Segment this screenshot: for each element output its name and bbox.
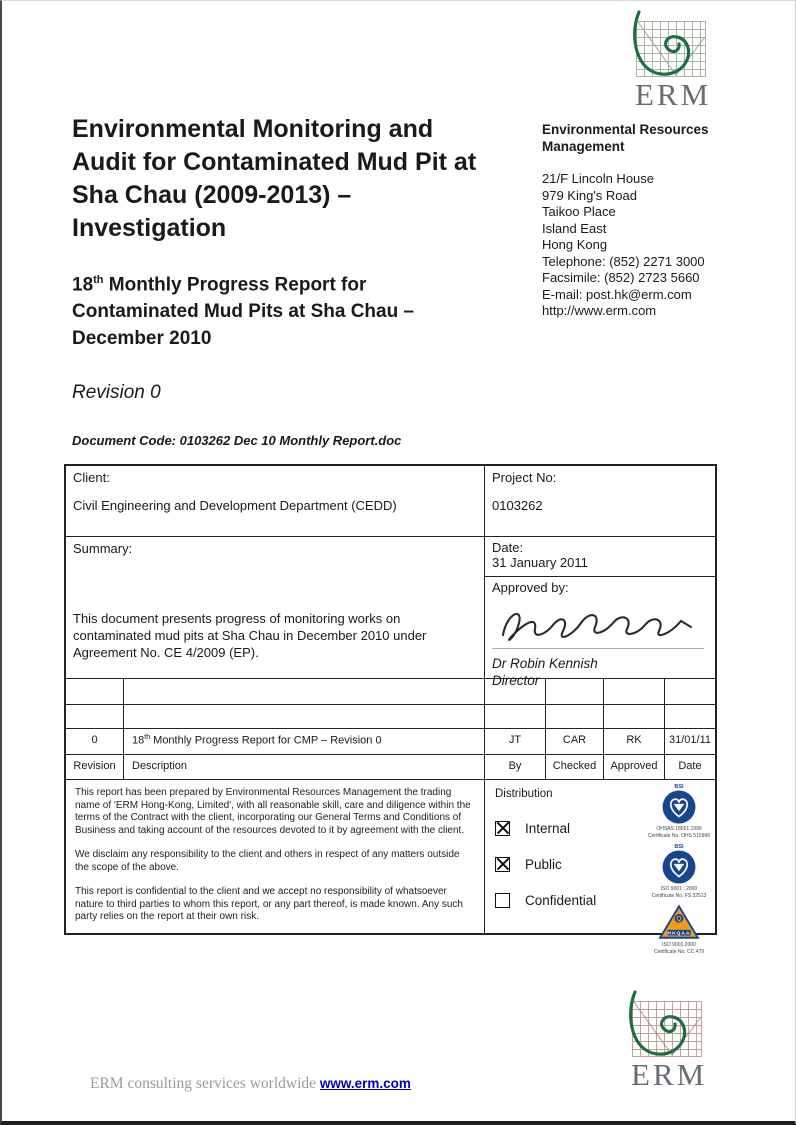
certification-caption: ISO 9001:2000 Certificate No. CC 479 xyxy=(653,942,705,955)
distribution-item-confidential xyxy=(495,893,643,908)
bsi-mark-label: BSI xyxy=(674,784,684,790)
subtitle-ordinal: th xyxy=(93,274,104,286)
erm-logo xyxy=(620,989,710,1099)
subtitle-line3: December 2010 xyxy=(72,328,212,350)
table-cell xyxy=(66,679,124,704)
table-cell xyxy=(66,705,124,728)
document-control-table xyxy=(64,464,717,955)
column-header-date: Date xyxy=(678,760,702,772)
certification-logos xyxy=(643,780,715,955)
column-header-approved: Approved xyxy=(604,755,665,779)
table-cell xyxy=(546,679,604,704)
title-line: Environmental Monitoring and xyxy=(72,115,434,143)
distribution-cell xyxy=(485,780,715,955)
summary-cell xyxy=(66,537,485,678)
address-line: 979 King's Road xyxy=(542,187,637,203)
hkqaa-triangle-icon xyxy=(658,904,700,940)
certification-caption: ISO 9001 : 2000 Certificate No. FS 32513 xyxy=(651,886,707,899)
client-label: Client: xyxy=(73,470,110,485)
erm-logo xyxy=(624,9,714,113)
date-value: 31 January 2011 xyxy=(492,555,588,570)
revision-checked: CAR xyxy=(546,729,604,754)
report-subtitle xyxy=(72,267,537,352)
table-cell xyxy=(124,679,485,704)
project-no-cell xyxy=(485,466,715,536)
checkbox-label: Confidential xyxy=(525,893,597,908)
revision-empty-row xyxy=(66,704,715,728)
checkbox-label: Internal xyxy=(525,821,571,836)
confidential-checkbox[interactable] xyxy=(495,893,510,908)
client-row xyxy=(66,466,715,536)
title-line: Investigation xyxy=(72,214,227,242)
disclaimer-paragraph: We disclaim any responsibility to the client and others in respect of any matters outside the scope of the above. xyxy=(75,849,460,873)
address-line-telephone: Telephone: (852) 2271 3000 xyxy=(542,253,705,269)
table-cell xyxy=(665,679,715,704)
summary-row xyxy=(66,536,715,688)
date-label: Date: xyxy=(492,540,524,555)
document-code: Document Code: 0103262 Dec 10 Monthly Report.doc xyxy=(72,433,402,449)
distribution-item-internal xyxy=(495,821,643,836)
project-no-label: Project No: xyxy=(492,470,557,485)
subtitle-text: Monthly Progress Report for xyxy=(103,274,367,296)
address-line: Hong Kong xyxy=(542,237,608,252)
summary-text: This document presents progress of monitoring works on contaminated mud pits at Sha Chau in December 2010 under Agreement No. CE 4/2009 (EP). xyxy=(73,611,427,660)
svg-text:HKQAA: HKQAA xyxy=(667,931,691,937)
address-line-website: http://www.erm.com xyxy=(542,303,657,318)
column-header-checked: Checked xyxy=(546,755,604,779)
distribution-label: Distribution xyxy=(495,788,553,800)
address-lines xyxy=(542,171,772,320)
approver-title: Director xyxy=(492,673,540,688)
revision-empty-row xyxy=(66,678,715,704)
approver-name: Dr Robin Kennish xyxy=(492,656,598,671)
distribution-list xyxy=(485,780,643,933)
footer xyxy=(90,1075,411,1093)
revision-data-row xyxy=(66,728,715,754)
address-line-facsimile: Facsimile: (852) 2723 5660 xyxy=(542,270,700,285)
hkqaa-certification xyxy=(654,904,704,955)
address-line-email: E-mail: post.hk@erm.com xyxy=(542,286,692,302)
erm-wordmark: ERM xyxy=(635,77,712,112)
company-name: Environmental Resources Management xyxy=(542,122,709,154)
table-cell xyxy=(124,705,485,728)
footer-website-link[interactable]: www.erm.com xyxy=(319,1076,411,1091)
disclaimer-paragraph: This report has been prepared by Environmental Resources Management the trading name of 'ERM Hong-Kong, Limited', with all reasonable skill, care and diligence within the terms of the Contract with the client, incorporating our General Terms and Conditions of Business and taking account of the resources devoted to it by agreement with the client. xyxy=(75,787,471,836)
date-approval-cell xyxy=(485,537,715,688)
revision-date: 31/01/11 xyxy=(668,734,711,746)
column-header-by: By xyxy=(485,755,546,779)
svg-text:Q: Q xyxy=(676,915,682,923)
disclaimer-paragraph: This report is confidential to the client and we accept no responsibility of whatsoever nature to third parties to whom this report, or any part thereof, is made known. Any such party relies on the report at their own risk. xyxy=(75,886,463,922)
revision-label: Revision 0 xyxy=(72,382,161,404)
address-line: Taikoo Place xyxy=(542,204,616,219)
address-line: Island East xyxy=(542,220,607,236)
address-line: 21/F Lincoln House xyxy=(542,171,655,186)
table-cell xyxy=(604,705,665,728)
erm-spiral-icon xyxy=(620,989,710,1065)
company-address-block xyxy=(542,121,772,320)
subtitle-number: 18 xyxy=(72,274,94,296)
approved-by-label: Approved by: xyxy=(492,580,569,595)
bsi-mark-label: BSI xyxy=(674,844,684,850)
bsi-ohsas-certification xyxy=(648,784,710,839)
table-cell xyxy=(485,705,546,728)
client-value: Civil Engineering and Development Department (CEDD) xyxy=(73,498,397,513)
title-line: Sha Chau (2009-2013) – xyxy=(72,181,352,209)
project-no-value: 0103262 xyxy=(492,498,543,513)
column-header-description: Description xyxy=(124,755,485,779)
table-cell xyxy=(665,705,715,728)
column-header-revision: Revision xyxy=(66,755,124,779)
erm-spiral-icon xyxy=(624,9,714,85)
disclaimer-cell xyxy=(66,780,485,933)
public-checkbox[interactable] xyxy=(495,857,510,872)
table-cell xyxy=(546,705,604,728)
bsi-kitemark-icon xyxy=(662,850,696,884)
table-cell xyxy=(485,679,546,704)
disclaimer-distribution-row xyxy=(66,779,715,955)
summary-label: Summary: xyxy=(73,541,133,556)
revision-approved: RK xyxy=(604,729,665,754)
subtitle-line2: Contaminated Mud Pits at Sha Chau – xyxy=(72,301,415,323)
title-line: Audit for Contaminated Mud Pit at xyxy=(72,148,477,176)
signature-image xyxy=(492,597,704,649)
date-cell xyxy=(485,537,715,577)
page-title xyxy=(72,113,537,245)
footer-tagline: ERM consulting services worldwide xyxy=(90,1075,317,1092)
internal-checkbox[interactable] xyxy=(495,821,510,836)
revision-number: 0 xyxy=(66,729,124,754)
title-block xyxy=(72,113,537,448)
bsi-kitemark-icon xyxy=(662,790,696,824)
erm-wordmark: ERM xyxy=(631,1057,708,1092)
checkbox-label: Public xyxy=(525,857,562,872)
certification-caption: OHSAS 18001:1999 Certificate No. OHS 515996 xyxy=(648,826,710,839)
approved-by-cell xyxy=(485,577,715,688)
revision-header-row xyxy=(66,754,715,779)
bsi-iso-certification xyxy=(652,844,707,899)
distribution-item-public xyxy=(495,857,643,872)
revision-description: 18th Monthly Progress Report for CMP – Revision 0 xyxy=(124,729,485,754)
revision-by: JT xyxy=(485,729,546,754)
table-cell xyxy=(604,679,665,704)
client-cell xyxy=(66,466,485,536)
